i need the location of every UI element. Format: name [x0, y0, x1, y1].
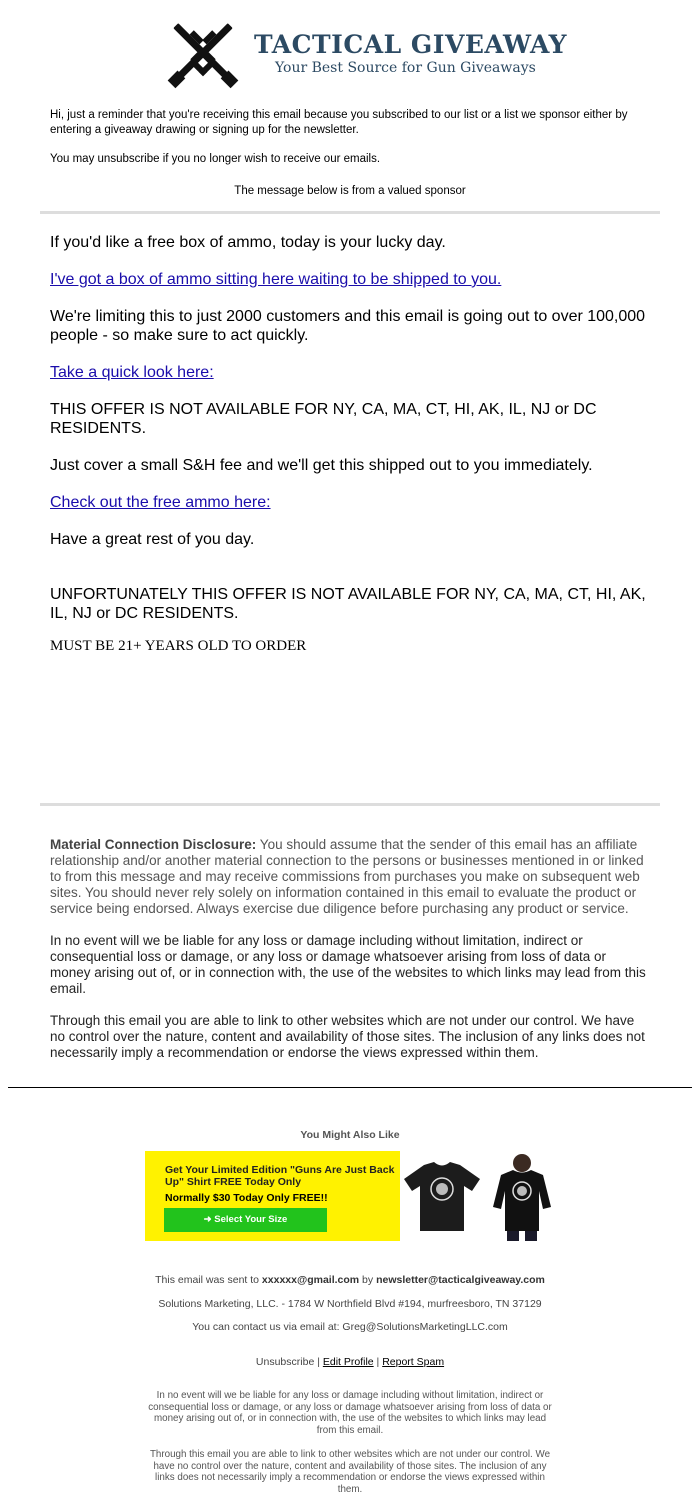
ammo-link-1[interactable]: I've got a box of ammo sitting here waiting to be shipped to you. [50, 271, 502, 288]
ammo-link-3[interactable]: Check out the free ammo here: [50, 494, 271, 511]
message-signoff: Have a great rest of you day. [50, 531, 255, 548]
select-size-button[interactable]: ➜ Select Your Size [164, 1208, 327, 1232]
brand-title: TACTICAL GIVEAWAY [254, 30, 568, 59]
sent-to-line [0, 1274, 700, 1286]
separator: | [373, 1356, 383, 1368]
report-spam-link[interactable]: Report Spam [382, 1356, 445, 1368]
promo-headline: Get Your Limited Edition "Guns Are Just Back Up" Shirt FREE Today Only [165, 1164, 395, 1188]
sponsor-message [50, 233, 650, 674]
edit-profile-link[interactable]: Edit Profile [322, 1356, 374, 1368]
contact-line: You can contact us via email at: Greg@SolutionsMarketingLLC.com [192, 1321, 508, 1333]
external-links-text: Through this email you are able to link to other websites which are not under our control. We have no control over the nature, content and availability of those sites. The inclusion of any links does not necessarily imply a recommendation or endorse the views expressed within them. [50, 1013, 645, 1060]
promo-price: Normally $30 Today Only FREE!! [165, 1192, 328, 1204]
age-requirement: MUST BE 21+ YEARS OLD TO ORDER [50, 638, 307, 654]
company-address: Solutions Marketing, LLC. - 1784 W Northfield Blvd #194, murfreesboro, TN 37129 [158, 1298, 542, 1310]
brand-tagline: Your Best Source for Gun Giveaways [275, 60, 536, 76]
footer-links [0, 1356, 700, 1368]
shirt-promo-banner[interactable] [145, 1151, 555, 1241]
promo-panel [145, 1151, 400, 1241]
unsubscribe-link[interactable]: Unsubscribe [255, 1356, 315, 1368]
sponsor-note: The message below is from a valued sponsor [234, 185, 466, 197]
separator: | [314, 1356, 323, 1368]
promo-heading: You Might Also Like [300, 1129, 400, 1141]
sent-by: by [359, 1274, 377, 1286]
message-shipping: Just cover a small S&H fee and we'll get this shipped out to you immediately. [50, 457, 593, 474]
footer-external-links: Through this email you are able to link to other websites which are not under our control. We have no control over the nature, content and availability of those sites. The inclusion of any links does not necessarily imply a recommendation or endorse the views expressed within them. [149, 1449, 551, 1496]
footer-liability: In no event will we be liable for any loss or damage including without limitation, indirect or consequential loss or damage, or any loss or damage whatsoever arising from loss of data or money arising out of, or in connection with, the use of the websites to which links may lead from this email. [148, 1390, 552, 1437]
message-intro: If you'd like a free box of ammo, today is your lucky day. [50, 234, 446, 251]
disclosure-label: Material Connection Disclosure: [50, 837, 257, 852]
tshirt-image [402, 1159, 482, 1234]
liability-text: In no event will we be liable for any loss or damage including without limitation, indirect or consequential loss or damage, or any loss or damage whatsoever arising from loss of data or money arising out of, or in connection with, the use of the websites to which links may lead from this email. [50, 933, 646, 996]
divider [40, 211, 660, 214]
unsubscribe-note: You may unsubscribe if you no longer wish to receive our emails. [50, 153, 381, 165]
ammo-link-2[interactable]: Take a quick look here: [50, 364, 214, 381]
footer-divider [8, 1087, 692, 1088]
divider [40, 803, 660, 806]
subscription-reminder [50, 108, 650, 137]
crossed-rifles-icon [158, 10, 248, 100]
message-limit: We're limiting this to just 2000 customers and this email is going out to over 100,000 people - so make sure to act quickly. [50, 308, 646, 344]
message-restriction: THIS OFFER IS NOT AVAILABLE FOR NY, CA, MA, CT, HI, AK, IL, NJ or DC RESIDENTS. [50, 401, 597, 437]
recipient-email: xxxxxx@gmail.com [261, 1274, 360, 1286]
brand-logo[interactable] [158, 10, 568, 100]
disclosure-section [50, 837, 650, 1077]
reminder-text: Hi, just a reminder that you're receiving this email because you subscribed to our list or a list we sponsor either by entering a giveaway drawing or signing up for the newsletter. [50, 109, 628, 136]
sent-prefix: This email was sent to [155, 1274, 262, 1286]
model-shirt-image [489, 1151, 555, 1241]
message-restriction-2: UNFORTUNATELY THIS OFFER IS NOT AVAILABLE FOR NY, CA, MA, CT, HI, AK, IL, NJ or DC RESIDENTS. [50, 586, 646, 622]
sender-email: newsletter@tacticalgiveaway.com [376, 1274, 545, 1286]
disclosure-text: You should assume that the sender of this email has an affiliate relationship and/or another material connection to the persons or businesses mentioned in or linked to from this message and may receive commissions from purchases you make on subsequent web sites. You should never rely solely on information contained in this email to evaluate the product or service being endorsed. Always exercise due diligence before purchasing any product or service. [50, 837, 644, 916]
